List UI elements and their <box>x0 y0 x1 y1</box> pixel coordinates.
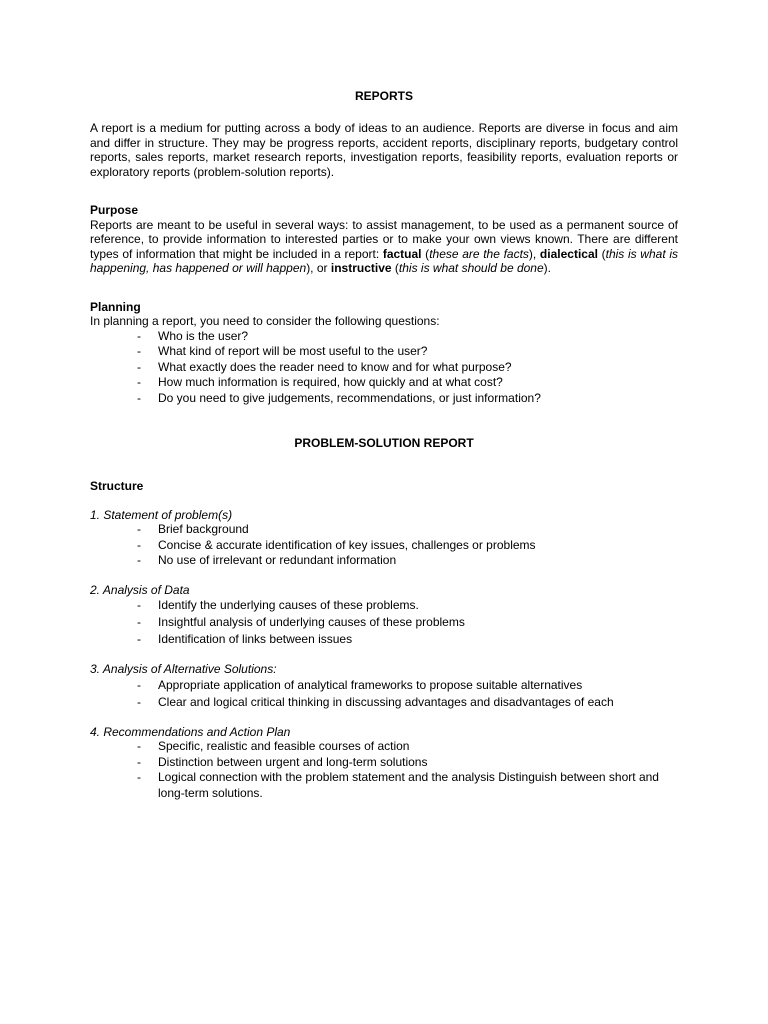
section-3-list <box>90 677 678 711</box>
list-item-text: Specific, realistic and feasible courses of action <box>158 739 410 753</box>
punct: ( <box>597 246 606 261</box>
list-item <box>137 553 678 569</box>
list-item-text: What exactly does the reader need to know and for what purpose? <box>158 359 512 374</box>
list-item-text: Insightful analysis of underlying causes of these problems <box>158 615 465 629</box>
dash-bullet: - <box>137 375 141 389</box>
purpose-text: Reports are meant to be useful in several ways: to assist management, to be used as a permanent source of reference, to provide information to interested parties or to make your own views known. There are different types of information that might be included in a report: <box>90 217 678 261</box>
factual-desc: these are the facts <box>429 246 529 261</box>
list-item <box>137 522 678 538</box>
planning-questions <box>90 329 678 407</box>
list-item-text: Concise & accurate identification of key issues, challenges or problems <box>158 537 536 552</box>
list-item-text: Identify the underlying causes of these problems. <box>158 598 419 612</box>
list-item <box>137 344 678 360</box>
list-item <box>137 739 678 755</box>
section-2-list <box>90 597 678 648</box>
list-item-text: Do you need to give judgements, recommendations, or just information? <box>158 390 541 405</box>
section-heading-4: 4. Recommendations and Action Plan <box>90 724 291 739</box>
dash-bullet: - <box>137 328 141 343</box>
punct: ( <box>421 246 430 261</box>
list-item <box>137 694 678 711</box>
list-item <box>137 631 678 648</box>
factual-term: factual <box>382 246 422 261</box>
dash-bullet: - <box>137 359 141 374</box>
list-item-text: Clear and logical critical thinking in discussing advantages and disadvantages of each <box>158 694 614 709</box>
list-item-text: Brief background <box>158 522 249 536</box>
purpose-heading: Purpose <box>90 203 139 217</box>
list-item-text: Logical connection with the problem statement and the analysis Distinguish between short and long-term solutions. <box>158 770 659 800</box>
dash-bullet: - <box>137 677 141 692</box>
section-4-list <box>90 739 678 801</box>
list-item <box>137 329 678 345</box>
list-item <box>137 770 678 801</box>
planning-heading: Planning <box>90 299 141 314</box>
list-item-text: Distinction between urgent and long-term solutions <box>158 754 428 769</box>
list-item-text: No use of irrelevant or redundant information <box>158 553 397 567</box>
planning-intro: In planning a report, you need to consider the following questions: <box>90 314 440 328</box>
dialectical-desc: this is what is happening, has happened or will happen <box>90 246 678 275</box>
list-item-text: Appropriate application of analytical frameworks to propose suitable alternatives <box>158 677 583 692</box>
punct: ( <box>391 261 399 275</box>
structure-heading: Structure <box>90 479 144 493</box>
list-item <box>137 597 678 614</box>
list-item <box>137 755 678 771</box>
list-item-text: What kind of report will be most useful to the user? <box>158 344 428 358</box>
instructive-desc: this is what should be done <box>398 261 544 275</box>
list-item <box>137 538 678 554</box>
dash-bullet: - <box>137 598 141 612</box>
punct: ). <box>543 261 551 275</box>
instructive-term: instructive <box>330 261 392 275</box>
document-title: REPORTS <box>354 89 413 103</box>
punct: ), or <box>306 261 331 275</box>
dash-bullet: - <box>137 537 141 552</box>
list-item-text: Identification of links between issues <box>158 632 353 646</box>
problem-solution-title: PROBLEM-SOLUTION REPORT <box>294 436 474 450</box>
list-item <box>137 614 678 631</box>
list-item-text: How much information is required, how quickly and at what cost? <box>158 375 503 389</box>
punct: ), <box>528 246 540 261</box>
intro-paragraph: A report is a medium for putting across a body of ideas to an audience. Reports are diverse in focus and aim and differ in structure. They may be progress reports, accident reports, disciplinary reports, budgetary control reports, sales reports, market research reports, investigation reports, feasibility reports, evaluation reports or exploratory reports (problem-solution reports). <box>90 121 678 179</box>
dash-bullet: - <box>137 770 141 784</box>
dash-bullet: - <box>137 754 141 769</box>
list-item <box>137 375 678 391</box>
document-body <box>90 89 678 801</box>
section-heading-2: 2. Analysis of Data <box>90 582 190 597</box>
list-item <box>137 391 678 407</box>
list-item <box>137 360 678 376</box>
purpose-paragraph <box>90 218 678 276</box>
dash-bullet: - <box>137 522 141 536</box>
dash-bullet: - <box>137 739 141 753</box>
section-heading-3: 3. Analysis of Alternative Solutions: <box>90 662 277 676</box>
section-heading-1: 1. Statement of problem(s) <box>90 507 233 522</box>
dash-bullet: - <box>137 615 141 629</box>
dash-bullet: - <box>137 632 141 646</box>
section-1-list <box>90 522 678 569</box>
list-item <box>137 677 678 694</box>
dialectical-term: dialectical <box>539 246 598 261</box>
dash-bullet: - <box>137 344 141 358</box>
dash-bullet: - <box>137 694 141 709</box>
list-item-text: Who is the user? <box>158 328 249 343</box>
dash-bullet: - <box>137 553 141 567</box>
dash-bullet: - <box>137 390 141 405</box>
